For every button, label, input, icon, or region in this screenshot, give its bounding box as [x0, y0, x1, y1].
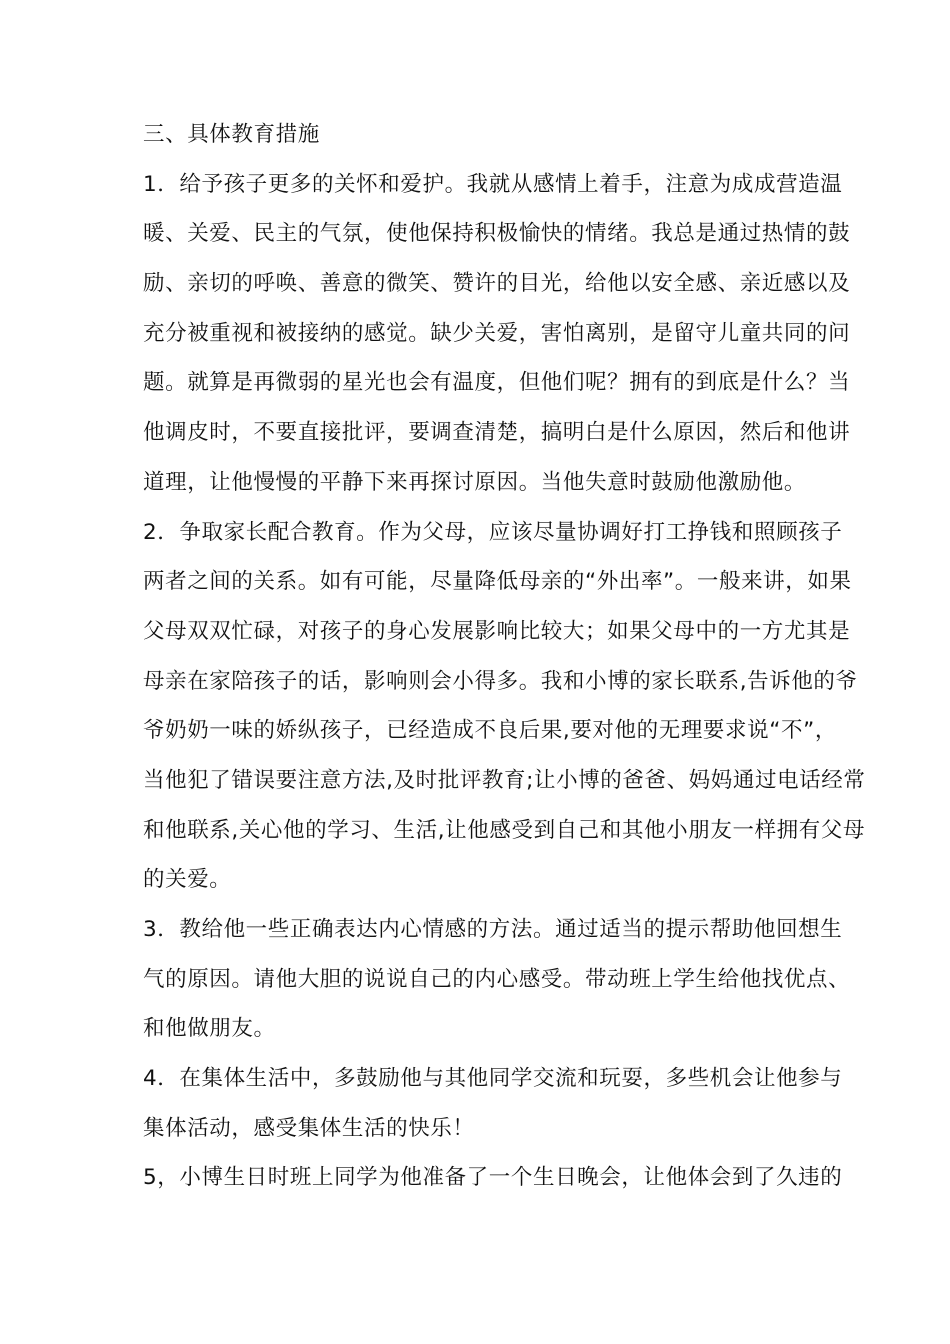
text-line: 两者之间的关系。如有可能，尽量降低母亲的“外出率”。一般来讲，如果 — [143, 569, 852, 595]
text-line: 3．教给他一些正确表达内心情感的方法。通过适当的提示帮助他回想生 — [143, 917, 843, 942]
text-line: 气的原因。请他大胆的说说自己的内心感受。带动班上学生给他找优点、 — [143, 966, 851, 992]
text-line: 道理，让他慢慢的平静下来再探讨原因。当他失意时鼓励他激励他。 — [143, 469, 807, 495]
document-body — [143, 110, 865, 1203]
text-line: 和他联系,关心他的学习、生活,让他感受到自己和其他小朋友一样拥有父母 — [143, 817, 866, 843]
text-line: 充分被重视和被接纳的感觉。缺少关爱，害怕离别，是留守儿童共同的问 — [143, 320, 851, 346]
section-heading: 三、具体教育措施 — [143, 122, 320, 147]
text-line: 他调皮时，不要直接批评，要调查清楚，搞明白是什么原因，然后和他讲 — [143, 420, 851, 446]
text-line: 励、亲切的呼唤、善意的微笑、赞许的目光，给他以安全感、亲近感以及 — [143, 271, 851, 297]
text-line: 暖、关爱、民主的气氛，使他保持积极愉快的情绪。我总是通过热情的鼓 — [143, 221, 851, 247]
text-line: 5，小博生日时班上同学为他准备了一个生日晚会，让他体会到了久违的 — [143, 1165, 843, 1191]
text-line: 的关爱。 — [143, 867, 232, 893]
text-line: 当他犯了错误要注意方法,及时批评教育;让小博的爸爸、妈妈通过电话经常 — [143, 767, 866, 793]
text-line: 4．在集体生活中，多鼓励他与其他同学交流和玩耍，多些机会让他参与 — [143, 1066, 843, 1092]
text-line: 题。就算是再微弱的星光也会有温度，但他们呢？拥有的到底是什么？当 — [143, 370, 851, 396]
text-line: 1．给予孩子更多的关怀和爱护。我就从感情上着手，注意为成成营造温 — [143, 171, 843, 197]
text-line: 爷奶奶一味的娇纵孩子，已经造成不良后果,要对他的无理要求说“不”， — [143, 718, 837, 744]
text-line: 2．争取家长配合教育。作为父母，应该尽量协调好打工挣钱和照顾孩子 — [143, 519, 843, 545]
text-line: 集体活动，感受集体生活的快乐！ — [143, 1115, 475, 1141]
text-line: 母亲在家陪孩子的话，影响则会小得多。我和小博的家长联系,告诉他的爷 — [143, 668, 858, 694]
text-line: 和他做朋友。 — [143, 1016, 276, 1042]
text-line: 父母双双忙碌，对孩子的身心发展影响比较大；如果父母中的一方尤其是 — [143, 618, 851, 644]
